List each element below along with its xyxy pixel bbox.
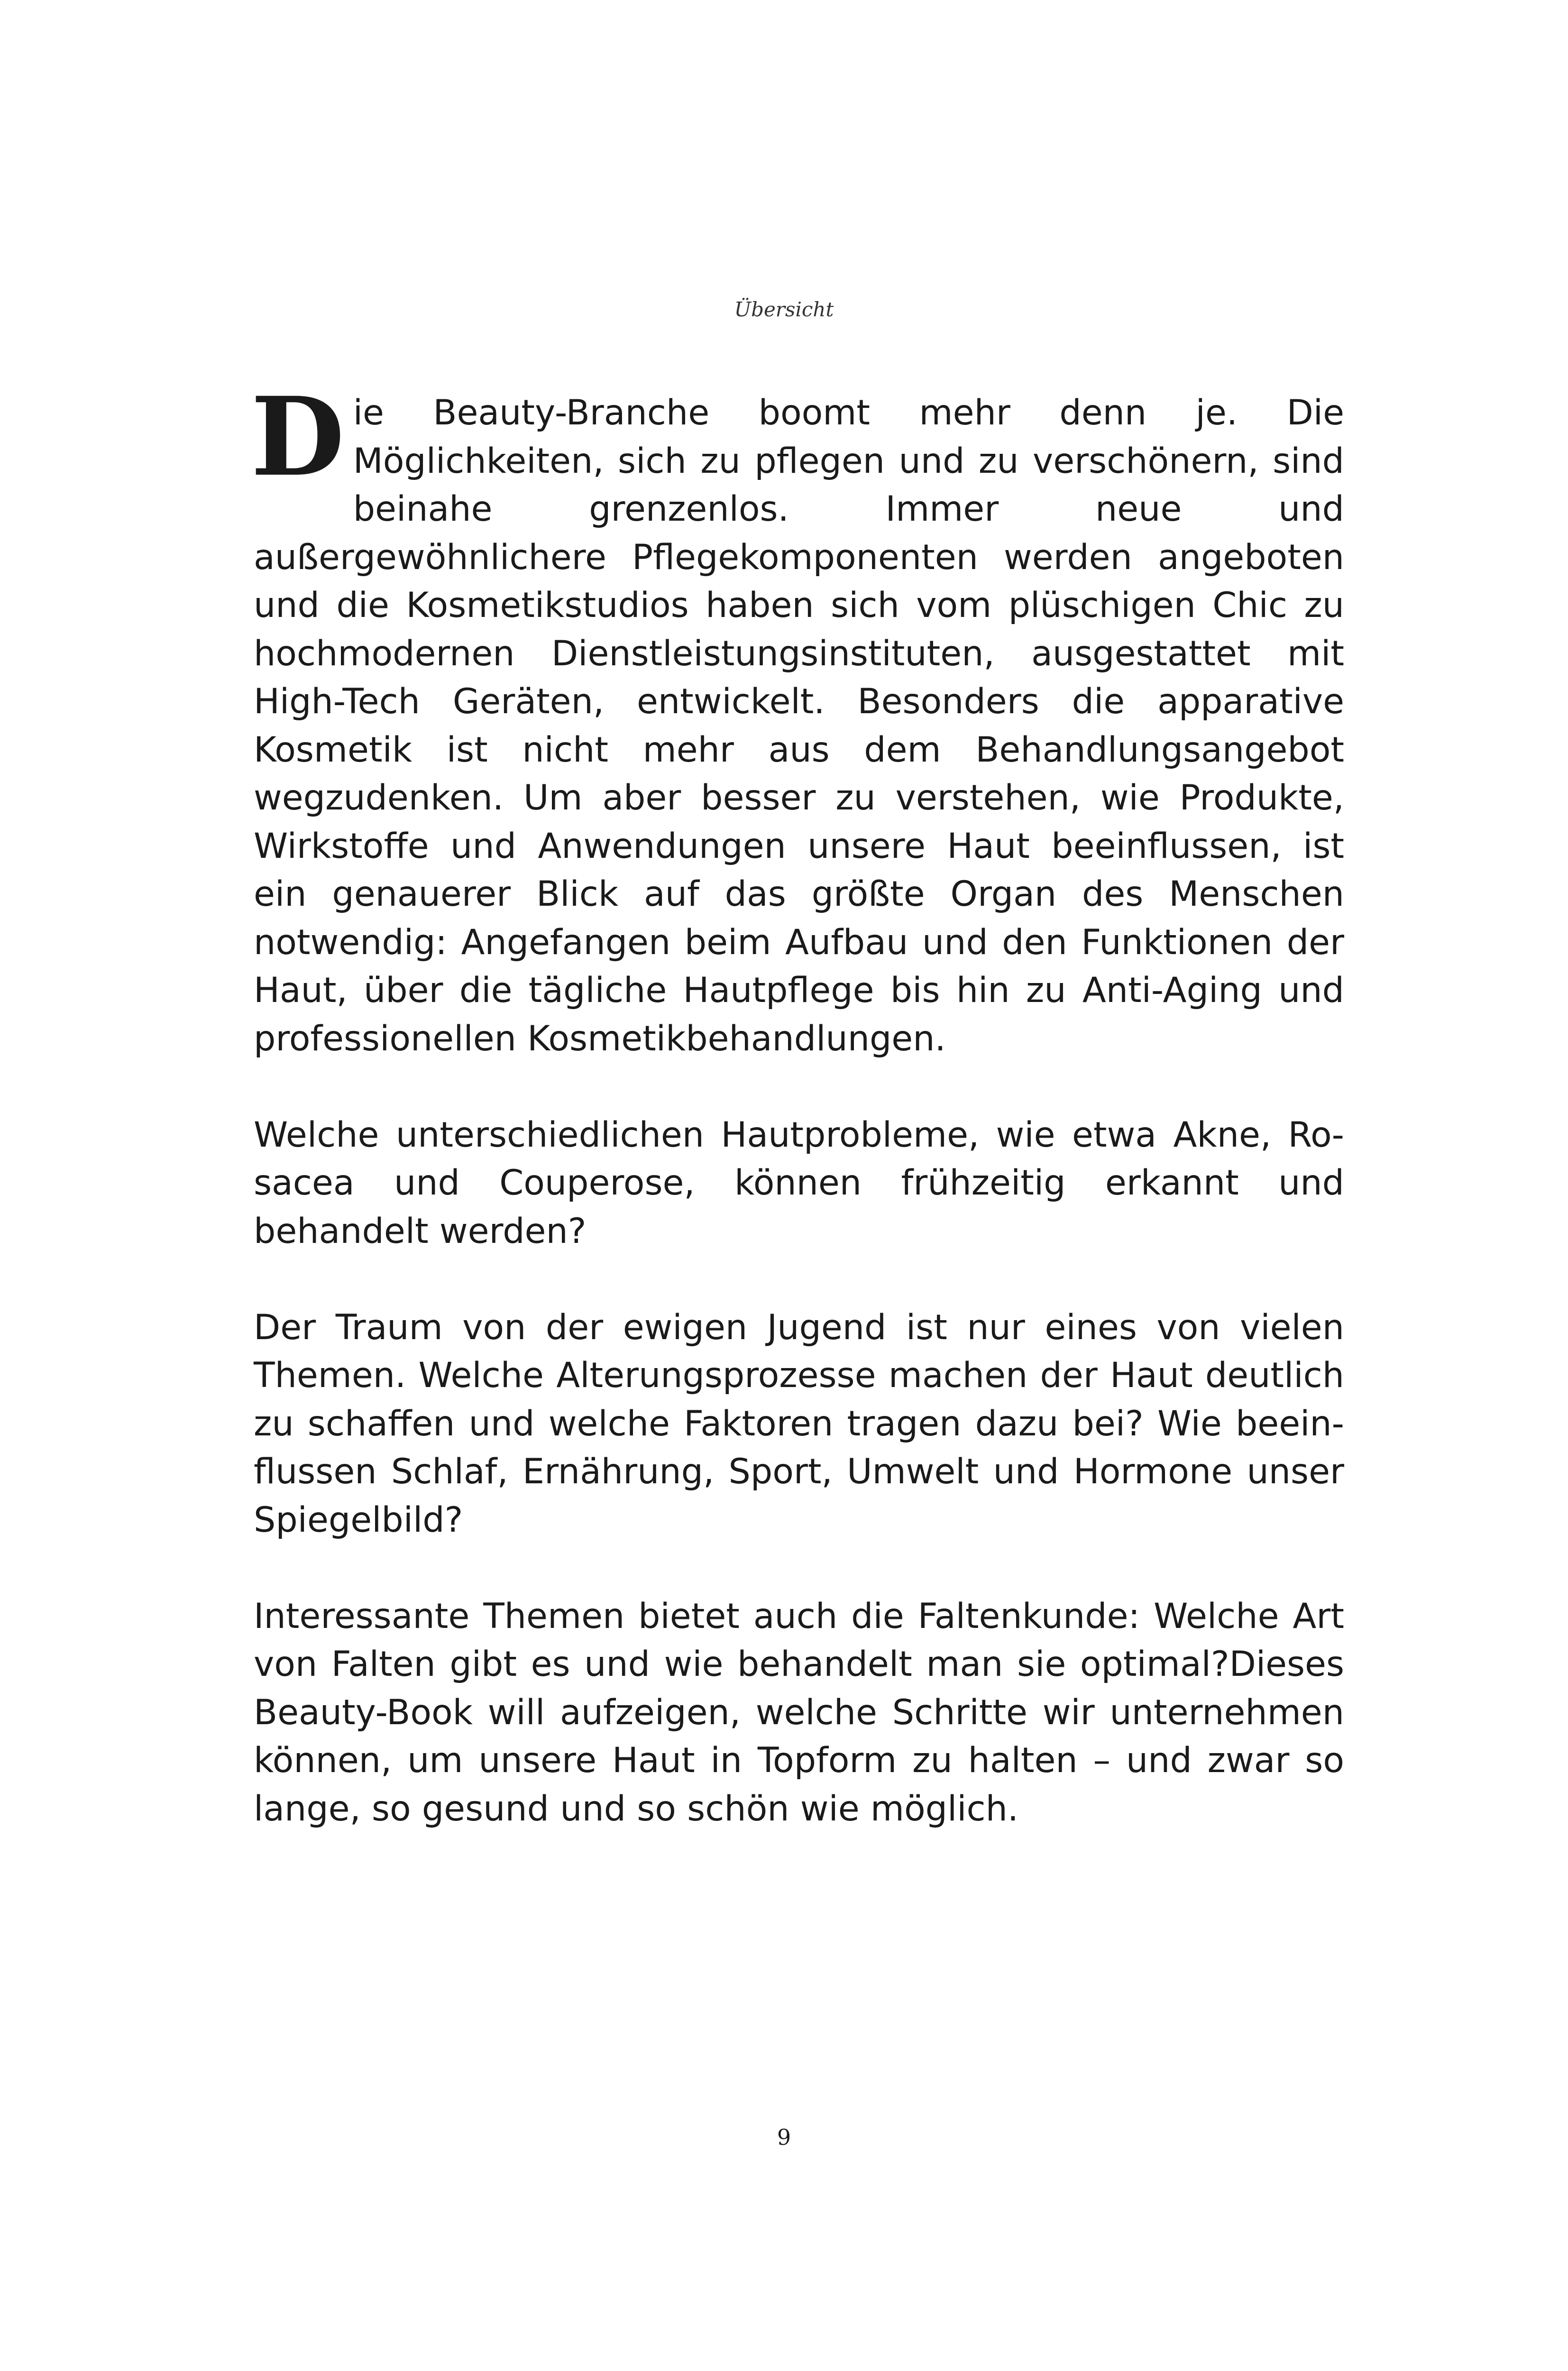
paragraph-skin-problems: Welche unterschiedlichen Hautprobleme, wie etwa Akne, Rosacea und Couperose, können frühzeitig erkannt und behandelt werden?: [254, 1114, 1344, 1251]
paragraph-wrinkles: Interessante Themen bietet auch die Faltenkunde: Welche Art von Falten gibt es und wie behandelt man sie optimal?Dieses Beauty-Book will aufzeigen, welche Schritte wir unternehmen können, um unsere Haut in Topform zu halten – und zwar so lange, so gesund und so schön wie möglich.: [254, 1596, 1344, 1829]
page-number: 9: [777, 2124, 791, 2150]
paragraph-youth: Der Traum von der ewigen Jugend ist nur eines von vielen Themen. Welche Alterungsprozesse machen der Haut deutlich zu schaffen und welche Faktoren tragen dazu bei? Wie beeinflussen Schlaf, Ernährung, Sport, Umwelt und Hormone unser Spiegelbild?: [254, 1307, 1344, 1540]
running-head: Übersicht: [734, 298, 834, 321]
intro-paragraph-text: ie Beauty-Branche boomt mehr denn je. Die Möglichkeiten, sich zu pflegen und zu verschönern, sind beinahe grenzenlos. Immer neue und außergewöhnlichere Pflegekomponenten werden angeboten und die Kosmetikstudios haben sich vom plüschigen Chic zu hochmodernen Dienstleistungsinstituten, ausgestattet mit High-Tech Geräten, entwickelt. Besonders die apparative Kosmetik ist nicht mehr aus dem Behandlungsangebot wegzudenken. Um aber besser zu verstehen, wie Produkte, Wirkstoffe und Anwendungen unsere Haut beeinflussen, ist ein genauerer Blick auf das größte Organ des Menschen notwendig: Angefangen beim Aufbau und den Funktionen der Haut, über die tägliche Hautpflege bis hin zu Anti-Aging und professionellen Kosmetikbehandlungen.: [254, 393, 1344, 1059]
intro-paragraph: [251, 373, 1344, 1063]
body-text: [251, 373, 1344, 1833]
drop-cap: D: [251, 373, 345, 500]
